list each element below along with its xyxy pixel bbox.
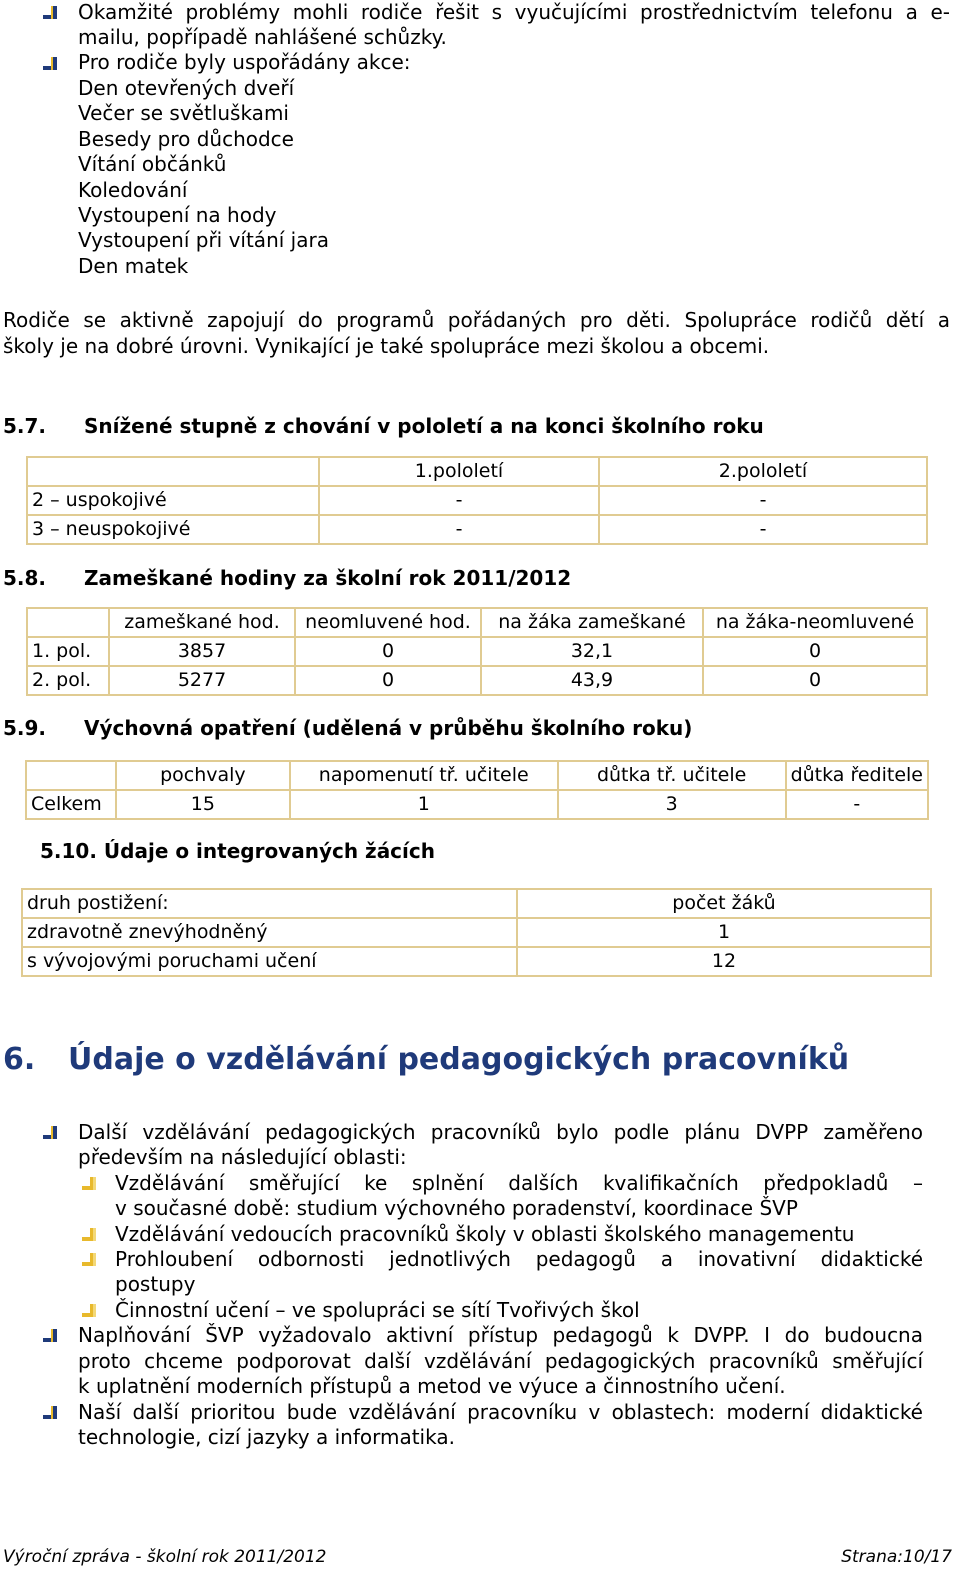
table-cell: - [319,515,599,544]
s6-bullet3-line1: Naší další prioritou bude vzdělávání pracovníku v oblastech: moderní didaktické [78,1400,923,1424]
table-header-cell [27,457,319,486]
table-header-cell: 2.pololetí [599,457,927,486]
table-cell: - [786,790,928,819]
sub-bullet-icon [82,1253,96,1266]
table-cell: - [319,486,599,515]
table-row [27,515,927,544]
section-5-7-title: Snížené stupně z chování v pololetí a na konci školního roku [84,414,764,438]
table-header-cell: důtka ředitele [786,761,928,790]
table-row [27,666,927,695]
s6-sub3-line1: Prohloubení odbornosti jednotlivých pedagogů a inovativní didaktické [115,1247,923,1271]
event-item: Vítání občánků [78,152,227,176]
table-header-cell: na žáka zameškané [481,608,703,637]
table-header-cell: důtka tř. učitele [558,761,786,790]
intro-paragraph-line1: Rodiče se aktivně zapojují do programů pořádaných pro děti. Spolupráce rodičů dětí a [3,308,950,332]
intro-bullet2-title: Pro rodiče byly uspořádány akce: [78,50,411,74]
footer-page-number: Strana:10/17 [841,1547,952,1567]
table-row [22,947,931,976]
table-cell: 1 [290,790,558,819]
section-5-9-title: Výchovná opatření (udělená v průběhu školního roku) [84,716,693,740]
table-cell: - [599,515,927,544]
table-header-row [27,457,927,486]
bullet-icon [43,1329,57,1342]
conduct-grades-table [26,456,928,545]
section-6-number: 6. [3,1042,36,1077]
table-cell: 15 [116,790,290,819]
s6-bullet3-line2: technologie, cizí jazyky a informatika. [78,1425,455,1449]
table-header-cell: zameškané hod. [109,608,295,637]
table-cell: 12 [517,947,931,976]
table-header-cell: napomenutí tř. učitele [290,761,558,790]
table-header-row [26,761,928,790]
intro-bullet1-line2: mailu, popřípadě nahlášené schůzky. [78,25,447,49]
table-cell: s vývojovými poruchami učení [22,947,517,976]
table-row [27,486,927,515]
table-header-cell: na žáka-neomluvené [703,608,927,637]
absence-hours-table [26,607,928,696]
table-cell: 5277 [109,666,295,695]
event-item: Koledování [78,178,188,202]
table-cell: 2. pol. [27,666,109,695]
integrated-pupils-table [21,888,932,977]
bullet-icon [43,57,57,70]
section-6-title: Údaje o vzdělávání pedagogických pracovníků [68,1042,850,1077]
table-cell: - [599,486,927,515]
table-header-cell: 1.pololetí [319,457,599,486]
table-cell: 0 [703,637,927,666]
table-cell: 32,1 [481,637,703,666]
table-header-cell [27,608,109,637]
table-cell: 43,9 [481,666,703,695]
table-cell: 0 [295,666,481,695]
table-header-cell: pochvaly [116,761,290,790]
table-cell: 3 – neuspokojivé [27,515,319,544]
table-row [22,918,931,947]
event-item: Vystoupení na hody [78,203,277,227]
sub-bullet-icon [82,1177,96,1190]
table-row [26,790,928,819]
bullet-icon [43,1406,57,1419]
footer-title: Výroční zpráva - školní rok 2011/2012 [3,1547,327,1567]
s6-sub1-line2: v současné době: studium výchovného poradenství, koordinace ŠVP [115,1196,798,1220]
section-5-10-title: 5.10. Údaje o integrovaných žácích [40,839,435,863]
table-cell: 2 – uspokojivé [27,486,319,515]
section-5-8-title: Zameškané hodiny za školní rok 2011/2012 [84,566,572,590]
s6-sub1-line1: Vzdělávání směřující ke splnění dalších kvalifikačních předpokladů – [115,1171,923,1195]
intro-paragraph-line2: školy je na dobré úrovni. Vynikající je také spolupráce mezi školou a obcemi. [3,334,770,358]
s6-sub2: Vzdělávání vedoucích pracovníků školy v oblasti školského managementu [115,1222,855,1246]
table-cell: 3 [558,790,786,819]
event-item: Besedy pro důchodce [78,127,294,151]
s6-bullet2-line3: k uplatnění moderních přístupů a metod ve výuce a činnostního učení. [78,1374,786,1398]
table-header-cell: počet žáků [517,889,931,918]
bullet-icon [43,1126,57,1139]
bullet-icon [43,6,57,19]
sub-bullet-icon [82,1228,96,1241]
table-header-cell: neomluvené hod. [295,608,481,637]
table-row [27,637,927,666]
section-5-8-number: 5.8. [3,566,47,590]
s6-bullet1-line1: Další vzdělávání pedagogických pracovníků bylo podle plánu DVPP zaměřeno [78,1120,923,1144]
table-cell: 1. pol. [27,637,109,666]
table-cell: 0 [703,666,927,695]
table-header-cell: druh postižení: [22,889,517,918]
event-item: Vystoupení při vítání jara [78,228,329,252]
table-cell: zdravotně znevýhodněný [22,918,517,947]
table-header-row [27,608,927,637]
table-header-cell [26,761,116,790]
section-5-7-number: 5.7. [3,414,47,438]
disciplinary-measures-table [25,760,929,820]
s6-sub3-line2: postupy [115,1272,196,1296]
section-5-9-number: 5.9. [3,716,47,740]
table-cell: 1 [517,918,931,947]
event-item: Večer se světluškami [78,101,289,125]
s6-bullet2-line1: Naplňování ŠVP vyžadovalo aktivní přístup pedagogů k DVPP. I do budoucna [78,1323,923,1347]
s6-bullet1-line2: především na následující oblasti: [78,1145,407,1169]
table-cell: Celkem [26,790,116,819]
intro-bullet1-line1: Okamžité problémy mohli rodiče řešit s vyučujícími prostřednictvím telefonu a e- [78,0,950,24]
table-cell: 0 [295,637,481,666]
event-item: Den otevřených dveří [78,76,295,100]
event-item: Den matek [78,254,189,278]
s6-bullet2-line2: proto chceme podporovat další vzdělávání pedagogických pracovníků směřující [78,1349,923,1373]
sub-bullet-icon [82,1304,96,1317]
table-cell: 3857 [109,637,295,666]
s6-sub4: Činnostní učení – ve spolupráci se sítí Tvořivých škol [115,1298,640,1322]
table-header-row [22,889,931,918]
